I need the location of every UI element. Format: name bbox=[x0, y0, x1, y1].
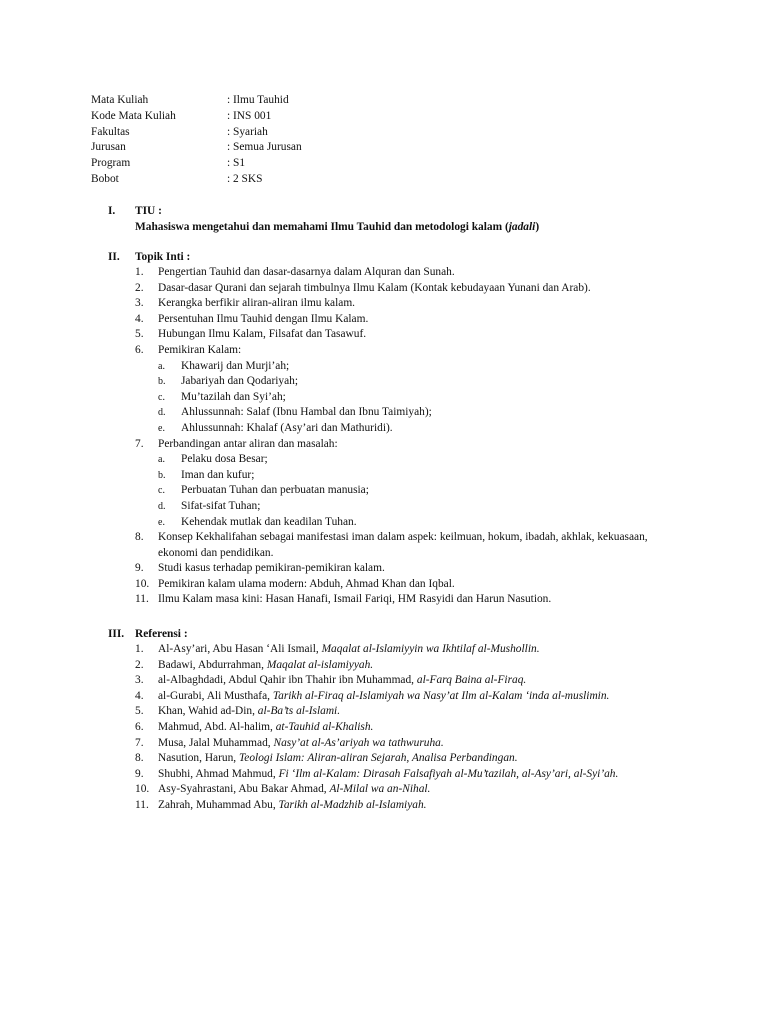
item-number: 10. bbox=[135, 577, 150, 590]
reference-author: Asy-Syahrastani, Abu Bakar Ahmad, bbox=[158, 783, 330, 796]
section-topik-inti bbox=[108, 249, 688, 606]
section-heading bbox=[108, 249, 688, 265]
item-number: 8. bbox=[135, 531, 144, 544]
sub-item bbox=[108, 421, 688, 437]
reference-author: Al-Asy’ari, Abu Hasan ‘Ali Ismail, bbox=[158, 643, 322, 655]
reference-number: 4. bbox=[135, 689, 144, 702]
item-text: Persentuhan Ilmu Tauhid dengan Ilmu Kalam. bbox=[158, 312, 369, 325]
sub-item-letter: c. bbox=[158, 485, 165, 497]
item-number: 4. bbox=[135, 312, 144, 325]
reference-author: Mahmud, Abd. Al-halim, bbox=[158, 720, 276, 733]
sub-item bbox=[108, 468, 688, 484]
item-number: 11. bbox=[135, 593, 149, 606]
info-value: : Semua Jurusan bbox=[227, 141, 302, 154]
item-number: 1. bbox=[135, 266, 144, 278]
item-number: 5. bbox=[135, 328, 144, 341]
sub-item-text: Mu’tazilah dan Syi’ah; bbox=[181, 390, 286, 403]
sub-item-text: Ahlussunnah: Khalaf (Asy’ari dan Mathuridi). bbox=[181, 421, 393, 434]
reference-work: Maqalat al-islamiyyah. bbox=[266, 658, 374, 671]
info-label: Jurusan bbox=[91, 141, 126, 154]
sub-item-text: Perbuatan Tuhan dan perbuatan manusia; bbox=[181, 484, 369, 497]
sub-item bbox=[108, 405, 688, 421]
reference-item bbox=[108, 767, 688, 783]
reference-author: Khan, Wahid ad-Din, bbox=[158, 705, 258, 718]
section-title: Topik Inti : bbox=[135, 251, 191, 263]
info-value: : S1 bbox=[227, 157, 246, 170]
reference-number: 6. bbox=[135, 720, 144, 733]
list-item bbox=[108, 281, 688, 297]
info-row bbox=[91, 140, 491, 156]
reference-item bbox=[108, 798, 688, 814]
list-item bbox=[108, 592, 688, 608]
list-item bbox=[108, 312, 688, 328]
reference-author: Badawi, Abdurrahman, bbox=[158, 658, 267, 671]
sub-item-letter: b. bbox=[158, 376, 166, 388]
reference-item bbox=[108, 704, 688, 720]
item-number: 2. bbox=[135, 281, 144, 294]
item-text: Pemikiran Kalam: bbox=[158, 343, 242, 356]
reference-item bbox=[108, 751, 688, 767]
reference-number: 11. bbox=[135, 798, 149, 811]
tiu-statement bbox=[135, 219, 539, 235]
item-number: 6. bbox=[135, 343, 144, 356]
reference-work: Tarikh al-Firaq al-Islamiyah wa Nasy’at Ilm al-Kalam ‘inda al-muslimin. bbox=[272, 689, 610, 702]
info-row bbox=[91, 172, 491, 188]
list-item bbox=[108, 561, 688, 577]
reference-number: 3. bbox=[135, 674, 144, 687]
sub-item-letter: c. bbox=[158, 391, 165, 403]
reference-work: at-Tauhid al-Khalish. bbox=[275, 720, 374, 733]
sub-item-letter: b. bbox=[158, 469, 166, 481]
reference-author: al-Albaghdadi, Abdul Qahir ibn Thahir ibn Muhammad, bbox=[158, 674, 417, 687]
reference-number: 2. bbox=[135, 658, 144, 671]
info-value: : INS 001 bbox=[227, 109, 272, 122]
sub-item-letter: d. bbox=[158, 500, 166, 512]
info-label: Program bbox=[91, 157, 131, 170]
info-label: Kode Mata Kuliah bbox=[91, 109, 176, 122]
item-number: 9. bbox=[135, 562, 144, 575]
sub-item-letter: e. bbox=[158, 422, 165, 434]
sub-item-letter: a. bbox=[158, 360, 165, 372]
reference-number: 10. bbox=[135, 783, 150, 796]
reference-work: al-Farq Baina al-Firaq. bbox=[416, 674, 527, 687]
sub-item-letter: d. bbox=[158, 407, 166, 419]
sub-item-letter: e. bbox=[158, 516, 165, 528]
sub-item bbox=[108, 499, 688, 515]
sub-item bbox=[108, 452, 688, 468]
item-text: Kerangka berfikir aliran-aliran ilmu kalam. bbox=[158, 297, 356, 310]
info-label: Mata Kuliah bbox=[91, 94, 149, 106]
list-item bbox=[108, 343, 688, 359]
sub-item-text: Iman dan kufur; bbox=[181, 468, 255, 481]
reference-item bbox=[108, 782, 688, 798]
sub-item-text: Jabariyah dan Qodariyah; bbox=[181, 375, 299, 388]
reference-work: al-Ba’ts al-Islami. bbox=[257, 705, 341, 718]
section-referensi bbox=[108, 626, 688, 811]
sub-item bbox=[108, 483, 688, 499]
list-item bbox=[108, 327, 688, 343]
tiu-text-before: Mahasiswa mengetahui dan memahami Ilmu Tauhid dan metodologi kalam ( bbox=[135, 221, 509, 233]
section-heading bbox=[108, 203, 688, 219]
section-title: TIU : bbox=[135, 205, 162, 217]
info-row bbox=[91, 109, 491, 125]
tiu-text-after: ) bbox=[535, 221, 540, 233]
sub-item-text: Kehendak mutlak dan keadilan Tuhan. bbox=[181, 515, 357, 528]
reference-number: 9. bbox=[135, 767, 144, 780]
section-numeral: III. bbox=[108, 628, 125, 640]
item-text: Perbandingan antar aliran dan masalah: bbox=[158, 437, 338, 450]
section-tiu bbox=[108, 203, 688, 233]
sub-item bbox=[108, 515, 688, 531]
info-label: Bobot bbox=[91, 172, 119, 185]
reference-item bbox=[108, 673, 688, 689]
item-text: Studi kasus terhadap pemikiran-pemikiran kalam. bbox=[158, 562, 385, 575]
list-item bbox=[108, 530, 680, 561]
reference-work: Fi ‘Ilm al-Kalam: Dirasah Falsafiyah al-Mu’tazilah, al-Asy’ari, al-Syi’ah. bbox=[278, 767, 619, 780]
referensi-list bbox=[108, 642, 688, 814]
reference-author: Musa, Jalal Muhammad, bbox=[158, 736, 274, 749]
info-label: Fakultas bbox=[91, 125, 130, 138]
sub-item-letter: a. bbox=[158, 454, 165, 466]
reference-item bbox=[108, 689, 688, 705]
reference-item bbox=[108, 658, 688, 674]
sub-item-text: Pelaku dosa Besar; bbox=[181, 453, 268, 466]
info-value: : 2 SKS bbox=[227, 172, 263, 185]
item-text: Hubungan Ilmu Kalam, Filsafat dan Tasawuf. bbox=[158, 328, 367, 341]
sub-item-text: Khawarij dan Murji’ah; bbox=[181, 359, 290, 372]
tiu-text-italic: jadali bbox=[508, 221, 536, 233]
topik-list bbox=[108, 265, 688, 608]
course-info bbox=[91, 93, 491, 188]
section-title: Referensi : bbox=[135, 628, 188, 640]
item-text: Konsep Kekhalifahan sebagai manifestasi iman dalam aspek: keilmuan, hokum, ibadah, akhlak, kekuasaan, ekonomi dan pendidikan. bbox=[158, 531, 648, 559]
reference-work: Maqalat al-Islamiyyin wa Ikhtilaf al-Mushollin. bbox=[321, 643, 540, 655]
item-text: Ilmu Kalam masa kini: Hasan Hanafi, Ismail Fariqi, HM Rasyidi dan Harun Nasution. bbox=[158, 593, 552, 606]
list-item bbox=[108, 296, 688, 312]
item-text: Pengertian Tauhid dan dasar-dasarnya dalam Alquran dan Sunah. bbox=[158, 266, 455, 278]
info-value: : Ilmu Tauhid bbox=[227, 94, 289, 106]
item-number: 3. bbox=[135, 297, 144, 310]
item-text: Pemikiran kalam ulama modern: Abduh, Ahmad Khan dan Iqbal. bbox=[158, 577, 455, 590]
item-number: 7. bbox=[135, 437, 144, 450]
reference-author: Nasution, Harun, bbox=[158, 752, 239, 765]
reference-item bbox=[108, 720, 688, 736]
sub-item-text: Ahlussunnah: Salaf (Ibnu Hambal dan Ibnu Taimiyah); bbox=[181, 406, 432, 419]
list-item bbox=[108, 437, 688, 453]
reference-work: Nasy’at al-As’ariyah wa tathwuruha. bbox=[273, 736, 444, 749]
sub-item bbox=[108, 359, 688, 375]
reference-number: 7. bbox=[135, 736, 144, 749]
info-row bbox=[91, 156, 491, 172]
list-item bbox=[108, 577, 688, 593]
reference-number: 8. bbox=[135, 752, 144, 765]
info-row bbox=[91, 93, 491, 109]
section-numeral: I. bbox=[108, 205, 116, 217]
reference-author: al-Gurabi, Ali Musthafa, bbox=[158, 689, 273, 702]
reference-author: Shubhi, Ahmad Mahmud, bbox=[158, 767, 279, 780]
sub-item bbox=[108, 374, 688, 390]
section-numeral: II. bbox=[108, 251, 120, 263]
sub-item bbox=[108, 390, 688, 406]
reference-item bbox=[108, 642, 688, 658]
item-text: Dasar-dasar Qurani dan sejarah timbulnya Ilmu Kalam (Kontak kebudayaan Yunani dan Arab). bbox=[158, 281, 591, 294]
section-heading bbox=[108, 626, 688, 642]
info-row bbox=[91, 125, 491, 141]
reference-number: 5. bbox=[135, 705, 144, 718]
reference-number: 1. bbox=[135, 643, 144, 655]
reference-author: Zahrah, Muhammad Abu, bbox=[158, 798, 279, 811]
sub-item-text: Sifat-sifat Tuhan; bbox=[181, 499, 261, 512]
info-value: : Syariah bbox=[227, 125, 268, 138]
reference-work: Al-Milal wa an-Nihal. bbox=[329, 783, 431, 796]
reference-item bbox=[108, 736, 688, 752]
list-item bbox=[108, 265, 688, 281]
reference-work: Teologi Islam: Aliran-aliran Sejarah, Analisa Perbandingan. bbox=[239, 752, 518, 765]
reference-work: Tarikh al-Madzhib al-Islamiyah. bbox=[278, 798, 427, 811]
